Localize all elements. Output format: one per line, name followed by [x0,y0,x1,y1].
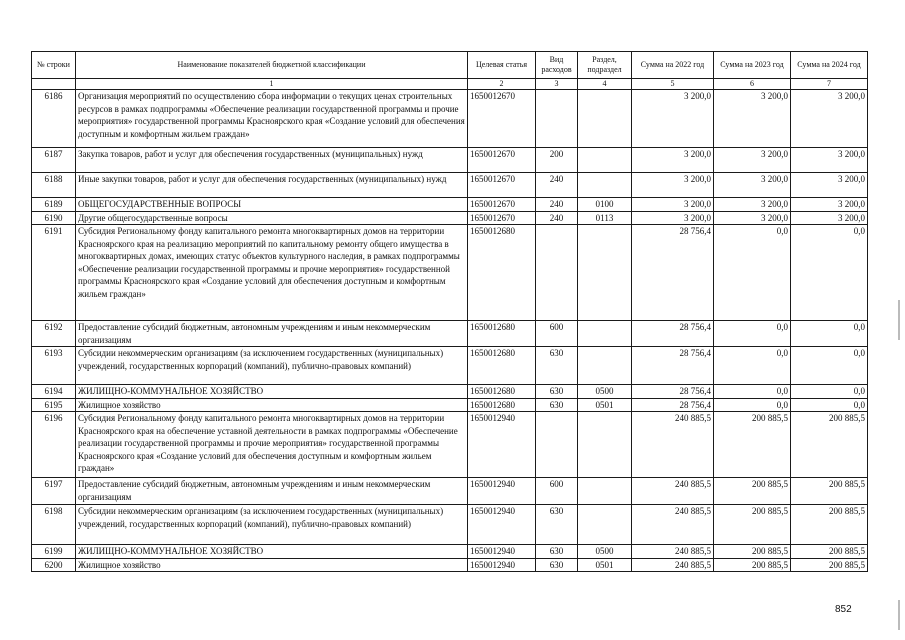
sum-2023: 0,0 [714,398,791,412]
sum-2022: 240 885,5 [632,558,714,572]
sum-2024: 3 200,0 [791,211,868,225]
expense-type: 600 [536,321,578,347]
sum-2024: 200 885,5 [791,505,868,545]
page-number: 852 [835,604,852,615]
header-sum-2024: Сумма на 2024 год [791,52,868,79]
table-row [32,211,868,225]
section-subsection: 0500 [578,545,632,559]
column-number: 2 [468,79,536,90]
row-name: Субсидии некоммерческим организациям (за исключением государственных (муниципальных) учреждений, государственных корпораций (компаний), публично-правовых компаний) [76,505,468,545]
header-row-no: № строки [32,52,76,79]
sum-2023: 3 200,0 [714,148,791,173]
row-name: Предоставление субсидий бюджетным, автономным учреждениям и иным некоммерческим организациям [76,478,468,505]
row-name: Субсидия Региональному фонду капитального ремонта многоквартирных домов на территории Красноярского края на реализацию мероприятий по капитальному ремонту общего имущества в многоквартирных домах, имеющих статус объектов культурного наследия, в рамках подпрограммы «Обеспечение реализации государственной программы и прочие мероприятия» государственной программы Красноярского края «Создание условий для обеспечения доступным и комфортным жильем граждан» [76,225,468,321]
expense-type: 630 [536,558,578,572]
scan-edge-mark [898,600,900,630]
sum-2022: 28 756,4 [632,398,714,412]
row-name: Жилищное хозяйство [76,558,468,572]
row-name: Субсидия Региональному фонду капитального ремонта многоквартирных домов на территории Красноярского края на обеспечение уставной деятельности в рамках подпрограммы «Обеспечение реализации государственной программы и прочие мероприятия» государственной программы Красноярского края «Создание условий для обеспечения доступным и комфортным жильем граждан» [76,412,468,478]
sum-2023: 0,0 [714,321,791,347]
row-number: 6199 [32,545,76,559]
column-number: 4 [578,79,632,90]
sum-2022: 240 885,5 [632,545,714,559]
column-number [32,79,76,90]
row-name: Иные закупки товаров, работ и услуг для обеспечения государственных (муниципальных) нужд [76,173,468,198]
sum-2022: 28 756,4 [632,321,714,347]
row-number: 6196 [32,412,76,478]
target-article: 1650012670 [468,198,536,212]
sum-2022: 240 885,5 [632,478,714,505]
row-name: Другие общегосударственные вопросы [76,211,468,225]
row-name: Закупка товаров, работ и услуг для обеспечения государственных (муниципальных) нужд [76,148,468,173]
column-number: 7 [791,79,868,90]
sum-2024: 200 885,5 [791,478,868,505]
table-row [32,545,868,559]
row-number: 6187 [32,148,76,173]
target-article: 1650012680 [468,321,536,347]
table-row [32,347,868,385]
sum-2022: 3 200,0 [632,173,714,198]
row-name: ОБЩЕГОСУДАРСТВЕННЫЕ ВОПРОСЫ [76,198,468,212]
header-razd: Раздел, подраздел [578,52,632,79]
target-article: 1650012940 [468,478,536,505]
table-row [32,385,868,399]
header-name: Наименование показателей бюджетной классификации [76,52,468,79]
sum-2022: 3 200,0 [632,211,714,225]
sum-2023: 200 885,5 [714,558,791,572]
expense-type: 240 [536,211,578,225]
row-number: 6191 [32,225,76,321]
sum-2023: 3 200,0 [714,211,791,225]
column-number-row [32,79,868,90]
target-article: 1650012680 [468,347,536,385]
sum-2022: 3 200,0 [632,148,714,173]
sum-2024: 3 200,0 [791,90,868,148]
sum-2024: 0,0 [791,347,868,385]
sum-2023: 200 885,5 [714,545,791,559]
section-subsection [578,505,632,545]
section-subsection [578,148,632,173]
target-article: 1650012680 [468,225,536,321]
expense-type: 240 [536,198,578,212]
section-subsection: 0113 [578,211,632,225]
table-row [32,505,868,545]
section-subsection [578,347,632,385]
section-subsection [578,412,632,478]
section-subsection: 0100 [578,198,632,212]
header-vid: Вид расходов [536,52,578,79]
target-article: 1650012670 [468,90,536,148]
row-number: 6197 [32,478,76,505]
sum-2024: 0,0 [791,321,868,347]
sum-2024: 200 885,5 [791,545,868,559]
sum-2022: 3 200,0 [632,90,714,148]
target-article: 1650012680 [468,385,536,399]
column-number: 1 [76,79,468,90]
section-subsection [578,90,632,148]
sum-2024: 200 885,5 [791,412,868,478]
column-number: 6 [714,79,791,90]
expense-type: 200 [536,148,578,173]
table-row [32,198,868,212]
section-subsection [578,478,632,505]
row-number: 6190 [32,211,76,225]
row-name: ЖИЛИЩНО-КОММУНАЛЬНОЕ ХОЗЯЙСТВО [76,545,468,559]
table-row [32,225,868,321]
sum-2024: 0,0 [791,398,868,412]
row-name: Жилищное хозяйство [76,398,468,412]
sum-2022: 240 885,5 [632,412,714,478]
target-article: 1650012670 [468,148,536,173]
row-name: Субсидии некоммерческим организациям (за исключением государственных (муниципальных) учреждений, государственных корпораций (компаний), публично-правовых компаний) [76,347,468,385]
target-article: 1650012680 [468,398,536,412]
sum-2023: 200 885,5 [714,412,791,478]
column-number: 3 [536,79,578,90]
header-row [32,52,868,79]
sum-2024: 3 200,0 [791,198,868,212]
table-row [32,148,868,173]
expense-type: 630 [536,385,578,399]
section-subsection: 0500 [578,385,632,399]
column-number: 5 [632,79,714,90]
section-subsection [578,173,632,198]
sum-2023: 200 885,5 [714,505,791,545]
row-number: 6188 [32,173,76,198]
row-number: 6195 [32,398,76,412]
expense-type: 630 [536,505,578,545]
row-name: ЖИЛИЩНО-КОММУНАЛЬНОЕ ХОЗЯЙСТВО [76,385,468,399]
expense-type: 600 [536,478,578,505]
sum-2022: 28 756,4 [632,347,714,385]
sum-2024: 3 200,0 [791,173,868,198]
table-row [32,478,868,505]
section-subsection [578,225,632,321]
row-number: 6193 [32,347,76,385]
scan-edge-mark [898,300,900,340]
header-sum-2023: Сумма на 2023 год [714,52,791,79]
row-name: Организация мероприятий по осуществлению сбора информации о текущих ценах строительных ресурсов в рамках подпрограммы «Обеспечение реализации государственной программы и прочие мероприятия» государственной программы Красноярского края «Создание условий для обеспечения доступным и комфортным жильем граждан» [76,90,468,148]
section-subsection [578,321,632,347]
budget-table [31,51,868,572]
sum-2023: 0,0 [714,347,791,385]
table-row [32,173,868,198]
sum-2024: 200 885,5 [791,558,868,572]
row-number: 6186 [32,90,76,148]
expense-type: 630 [536,398,578,412]
expense-type [536,225,578,321]
sum-2023: 200 885,5 [714,478,791,505]
row-number: 6200 [32,558,76,572]
target-article: 1650012940 [468,505,536,545]
expense-type [536,412,578,478]
section-subsection: 0501 [578,398,632,412]
table-row [32,398,868,412]
sum-2024: 0,0 [791,225,868,321]
row-number: 6194 [32,385,76,399]
expense-type: 240 [536,173,578,198]
sum-2023: 0,0 [714,225,791,321]
table-row [32,321,868,347]
sum-2024: 3 200,0 [791,148,868,173]
sum-2023: 3 200,0 [714,198,791,212]
table-row [32,412,868,478]
row-number: 6189 [32,198,76,212]
sum-2022: 3 200,0 [632,198,714,212]
sum-2023: 3 200,0 [714,173,791,198]
sum-2023: 0,0 [714,385,791,399]
row-number: 6198 [32,505,76,545]
target-article: 1650012940 [468,545,536,559]
sum-2022: 28 756,4 [632,385,714,399]
sum-2024: 0,0 [791,385,868,399]
sum-2022: 240 885,5 [632,505,714,545]
table-row [32,558,868,572]
expense-type [536,90,578,148]
row-number: 6192 [32,321,76,347]
expense-type: 630 [536,545,578,559]
target-article: 1650012670 [468,211,536,225]
sum-2022: 28 756,4 [632,225,714,321]
row-name: Предоставление субсидий бюджетным, автономным учреждениям и иным некоммерческим организациям [76,321,468,347]
target-article: 1650012940 [468,558,536,572]
header-sum-2022: Сумма на 2022 год [632,52,714,79]
table-body [32,90,868,572]
target-article: 1650012670 [468,173,536,198]
target-article: 1650012940 [468,412,536,478]
sum-2023: 3 200,0 [714,90,791,148]
section-subsection: 0501 [578,558,632,572]
expense-type: 630 [536,347,578,385]
header-code: Целевая статья [468,52,536,79]
table-row [32,90,868,148]
